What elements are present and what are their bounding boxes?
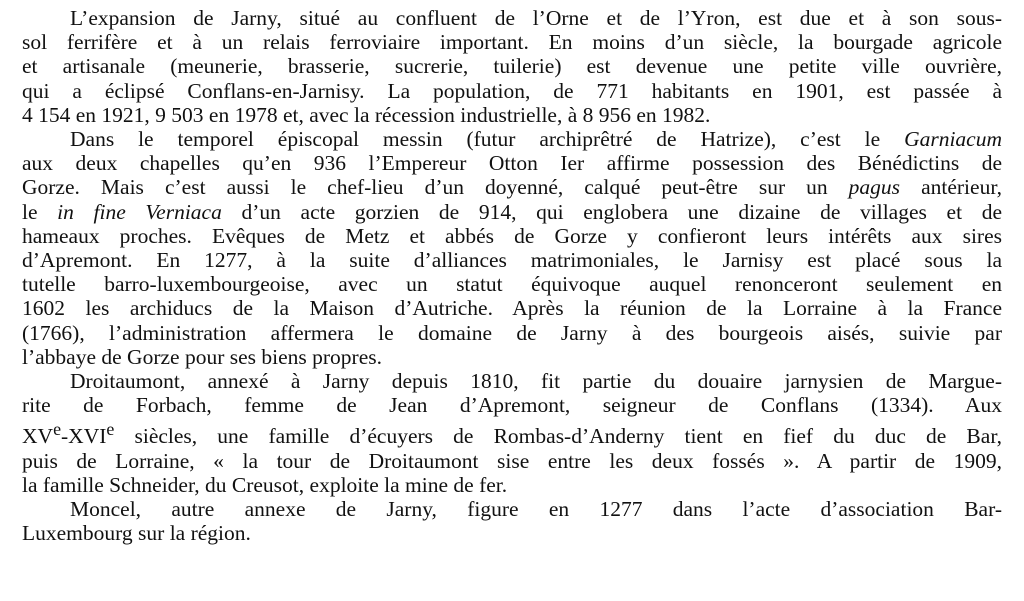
text-line: L’expansion de Jarny, situé au confluent de l’Orne et de l’Yron, est due et à son sous- — [70, 6, 1002, 30]
superscript: e — [106, 419, 115, 440]
paragraph-2 — [22, 127, 1002, 369]
text-line: la famille Schneider, du Creusot, exploite la mine de fer. — [22, 473, 508, 498]
text-line: hameaux proches. Evêques de Metz et abbés de Gorze y confieront leurs intérêts aux sires — [22, 223, 1002, 248]
text-line: (1766), l’administration affermera le domaine de Jarny à des bourgeois aisés, suivie par — [22, 320, 1002, 345]
text-line: puis de Lorraine, « la tour de Droitaumont sise entre les deux fossés ». A partir de 1909, — [22, 448, 1002, 473]
paragraph-3 — [22, 369, 1002, 497]
text-line: Droitaumont, annexé à Jarny depuis 1810, fit partie du douaire jarnysien de Margue- — [70, 369, 1002, 394]
text-line: sol ferrifère et à un relais ferroviaire important. En moins d’un siècle, la bourgade agricole — [22, 30, 1002, 55]
text-run: siècles, une famille d’écuyers de Rombas-d’Anderny tient en fief du duc de Bar, — [114, 424, 1002, 449]
text-run: -XVI — [61, 424, 107, 449]
text-run: Gorze. Mais c’est aussi le chef-lieu d’un doyenné, calqué peut-être sur un — [22, 175, 849, 200]
paragraph-4 — [22, 497, 1002, 545]
italic-term: in fine Verniaca — [57, 199, 222, 224]
text-line: rite de Forbach, femme de Jean d’Apremont, seigneur de Conflans (1334). Aux — [22, 393, 1002, 418]
text-line: 4 154 en 1921, 9 503 en 1978 et, avec la récession industrielle, à 8 956 en 1982. — [22, 102, 711, 127]
text-line: l’abbaye de Gorze pour ses biens propres. — [22, 344, 382, 369]
text-line: aux deux chapelles qu’en 936 l’Empereur Otton Ier affirme possession des Bénédictins de — [22, 151, 1002, 176]
text-line — [22, 175, 1002, 199]
text-line: et artisanale (meunerie, brasserie, sucrerie, tuilerie) est devenue une petite ville ouvrière, — [22, 54, 1002, 79]
text-line: Luxembourg sur la région. — [22, 521, 251, 546]
text-run: d’un acte gorzien de 914, qui englobera une dizaine de villages et de — [221, 199, 1002, 224]
text-line — [22, 417, 1002, 448]
text-line — [22, 200, 1002, 224]
text-run: Dans le temporel épiscopal messin (futur archiprêtré de Hatrize), c’est le — [70, 127, 905, 152]
paragraph-1 — [22, 6, 1002, 127]
italic-term: Garniacum — [904, 127, 1002, 152]
text-line — [22, 127, 1002, 151]
italic-term: pagus — [848, 175, 901, 200]
text-line: tutelle barro-luxembourgeoise, avec un statut équivoque auquel renonceront seulement en — [22, 272, 1002, 297]
text-run: antérieur, — [900, 175, 1002, 200]
text-run: XV — [22, 424, 54, 449]
text-run: le — [22, 199, 58, 224]
superscript: e — [53, 419, 62, 440]
text-line: 1602 les archiducs de la Maison d’Autriche. Après la réunion de la Lorraine à la France — [22, 296, 1002, 321]
text-line: qui a éclipsé Conflans-en-Jarnisy. La population, de 771 habitants en 1901, est passée à — [22, 78, 1002, 103]
text-line: d’Apremont. En 1277, à la suite d’alliances matrimoniales, le Jarnisy est placé sous la — [22, 248, 1002, 273]
text-line: Moncel, autre annexe de Jarny, figure en 1277 dans l’acte d’association Bar- — [70, 497, 1002, 522]
